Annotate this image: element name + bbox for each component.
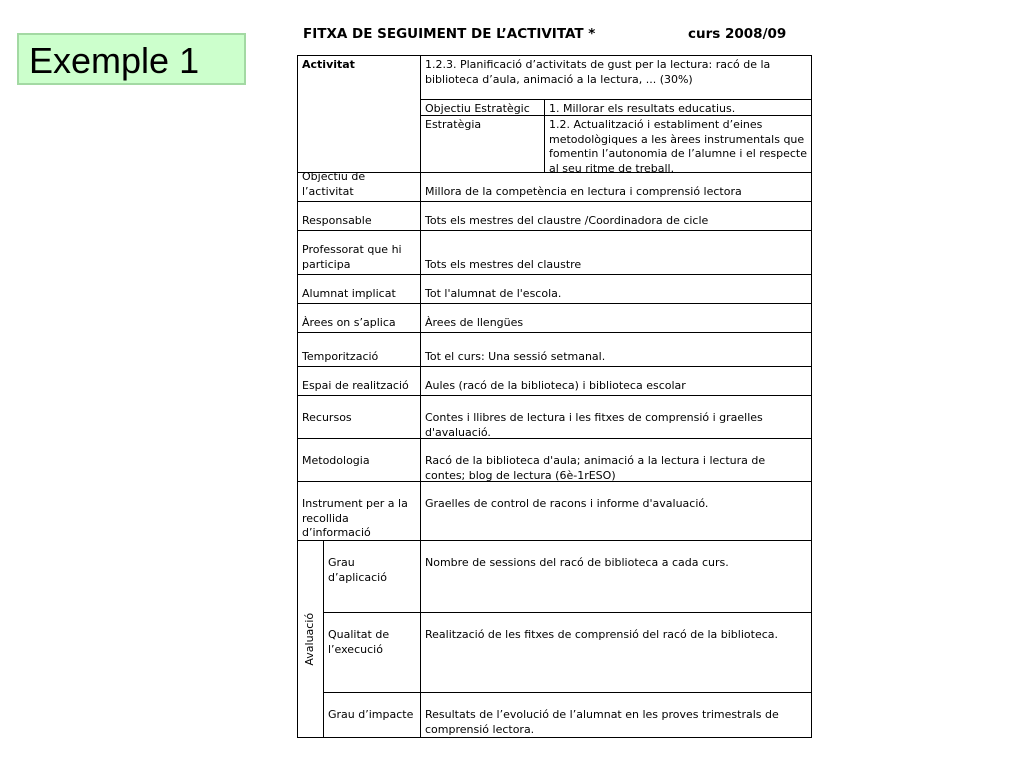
row-label: Metodologia <box>297 438 421 482</box>
activity-value: 1.2.3. Planificació d’activitats de gust per la lectura: racó de la biblioteca d’aula, animació a la lectura, ... (30%) <box>420 55 812 100</box>
evaluation-item-value: Realització de les fitxes de comprensió del racó de la biblioteca. <box>420 612 812 693</box>
evaluation-item-label: Qualitat de l’execució <box>323 612 421 693</box>
document-title: FITXA DE SEGUIMENT DE L’ACTIVITAT * <box>303 26 596 42</box>
strategy-value: 1.2. Actualització i establiment d’eines metodològiques a les àrees instrumentals que fomentin l’autonomia de l’alumne i el respecte al seu ritme de treball. <box>544 115 812 173</box>
row-label: Recursos <box>297 395 421 439</box>
row-value: Tot el curs: Una sessió setmanal. <box>420 332 812 367</box>
row-label: Objectiu de l’activitat <box>297 172 421 202</box>
row-label: Instrument per a la recollida d’informació <box>297 481 421 541</box>
evaluation-item-value: Resultats de l’evolució de l’alumnat en les proves trimestrals de comprensió lectora. <box>420 692 812 738</box>
strategic-objective-value: 1. Millorar els resultats educatius. <box>544 99 812 116</box>
row-value: Graelles de control de racons i informe d'avaluació. <box>420 481 812 541</box>
strategic-objective-label: Objectiu Estratègic <box>420 99 545 116</box>
evaluation-item-label: Grau d’impacte <box>323 692 421 738</box>
row-value: Tots els mestres del claustre /Coordinadora de cicle <box>420 201 812 231</box>
evaluation-item-label: Grau d’aplicació <box>323 540 421 613</box>
row-label: Àrees on s’aplica <box>297 303 421 333</box>
strategy-label: Estratègia <box>420 115 545 173</box>
row-label: Professorat que hi participa <box>297 230 421 275</box>
row-value: Aules (racó de la biblioteca) i biblioteca escolar <box>420 366 812 396</box>
evaluation-item-value: Nombre de sessions del racó de biblioteca a cada curs. <box>420 540 812 613</box>
row-value: Tot l'alumnat de l'escola. <box>420 274 812 304</box>
row-label: Temporització <box>297 332 421 367</box>
row-value: Àrees de llengües <box>420 303 812 333</box>
slide-label-box <box>17 33 246 85</box>
row-label: Alumnat implicat <box>297 274 421 304</box>
activity-label: Activitat <box>297 55 421 173</box>
row-value: Tots els mestres del claustre <box>420 230 812 275</box>
evaluation-label: Avaluació <box>297 540 324 738</box>
course-year: curs 2008/09 <box>688 26 787 42</box>
slide-label: Exemple 1 <box>29 40 200 81</box>
row-value: Racó de la biblioteca d'aula; animació a la lectura i lectura de contes; blog de lectura (6è-1rESO) <box>420 438 812 482</box>
row-label: Espai de realització <box>297 366 421 396</box>
row-value: Contes i llibres de lectura i les fitxes de comprensió i graelles d'avaluació. <box>420 395 812 439</box>
row-value: Millora de la competència en lectura i comprensió lectora <box>420 172 812 202</box>
row-label: Responsable <box>297 201 421 231</box>
tracking-table <box>298 56 813 739</box>
